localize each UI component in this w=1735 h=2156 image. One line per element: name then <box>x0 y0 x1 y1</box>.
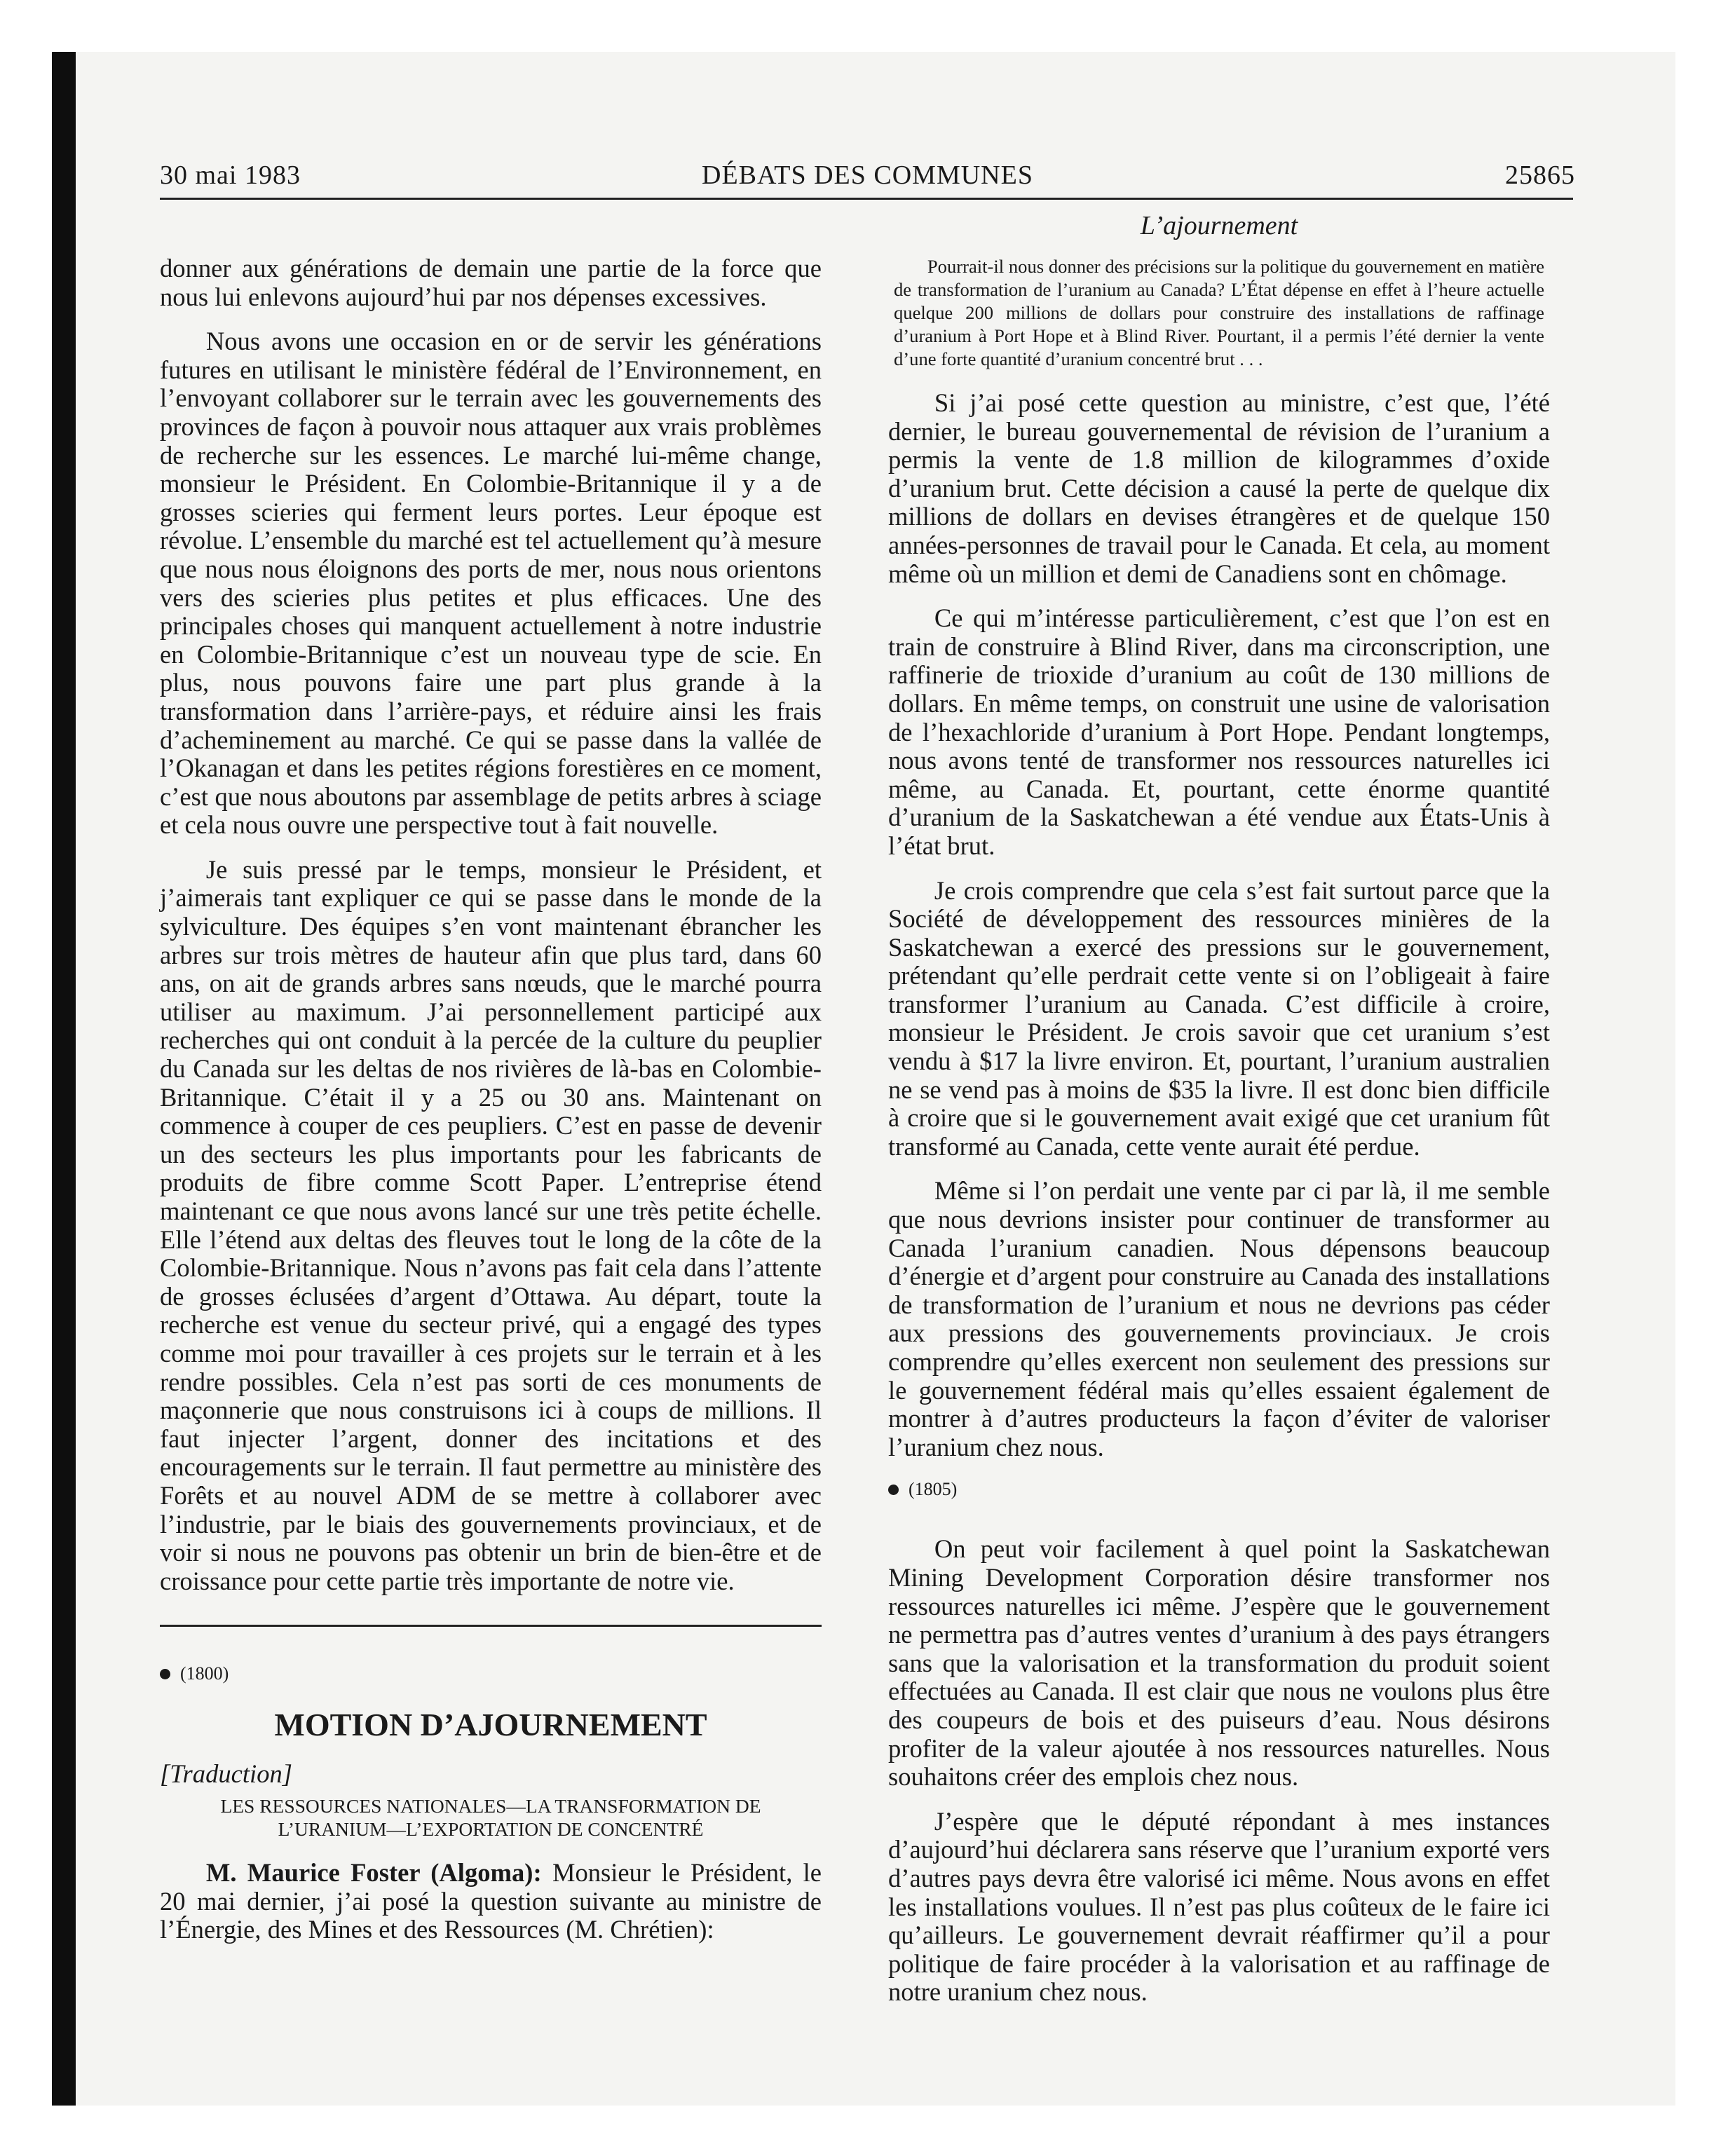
header-page-number: 25865 <box>1505 161 1575 190</box>
paragraph: donner aux générations de demain une partie de la force que nous lui enlevons aujourd’hui par nos dépenses excessives. <box>160 254 822 311</box>
speaker-paragraph <box>160 1859 822 1944</box>
motion-heading: MOTION D’AJOURNEMENT <box>274 1707 707 1743</box>
quoted-question: Pourrait-il nous donner des précisions sur la politique du gouvernement en matière de transformation de l’uranium au Canada? L’État dépense en effet à l’heure actuelle quelque 200 millions de dollars pour construire des installations de raffinage d’uranium à Port Hope et à Blind River. Pourtant, il a permis l’été dernier la vente d’une forte quantité d’uranium concentré brut . . . <box>894 256 1544 369</box>
paragraph: Je suis pressé par le temps, monsieur le Président, et j’aimerais tant expliquer ce qui se passe dans le monde de la sylviculture. Des équipes s’en vont maintenant ébrancher les arbres sur trois mètres de hauteur afin que plus tard, dans 60 ans, on ait de grands arbres sans nœuds, que le marché pourra utiliser au maximum. J’ai personnellement participé aux recherches qui ont conduit à la percée de la culture du peuplier du Canada sur les deltas de nos rivières de là-bas en Colombie-Britannique. C’était il y a 25 ou 30 ans. Maintenant on commence à couper de ces peupliers. C’est en passe de devenir un des secteurs les plus importants pour les fabricants de produits de fibre comme Scott Paper. L’entreprise étend maintenant ce que nous avons lancé sur une très petite échelle. Elle l’étend aux deltas des fleuves tout le long de la côte de la Colombie-Britannique. Nous n’avons pas fait cela dans l’attente de grosses éclusées d’argent d’Ottawa. Au départ, toute la recherche est venue du secteur privé, qui a engagé des types comme moi pour travailler à ces projets sur le terrain et à les rendre possibles. Cela n’est pas sorti de ces monuments de maçonnerie que nous construisons ici à coups de millions. Il faut injecter l’argent, donner des incitations et des encouragements sur le terrain. Il faut permettre au ministère des Forêts et au nouvel ADM de se mettre à collaborer avec l’industrie, par le biais des gouvernements provinciaux, et de voir si nous ne pouvons pas obtenir un brin de bien-être et de croissance pour cette partie très importante de notre vie. <box>160 854 822 1595</box>
column-heading: L’ajournement <box>1140 211 1298 240</box>
subject-line-2: L’URANIUM—L’EXPORTATION DE CONCENTRÉ <box>278 1817 704 1840</box>
subject-line <box>160 1794 822 1841</box>
header-title: DÉBATS DES COMMUNES <box>702 161 1033 190</box>
time-marker-text: (1805) <box>909 1479 958 1500</box>
paragraph: Nous avons une occasion en or de servir les générations futures en utilisant le ministère fédéral de l’Environnement, en l’envoyant collaborer sur le terrain avec les gouvernements des provinces de façon à pouvoir nous attaquer aux vrais problèmes de recherche sur les essences. Le marché lui-même change, monsieur le Président. En Colombie-Britannique il y a de grosses scieries qui ferment leurs portes. Leur époque est révolue. L’ensemble du marché est tel actuellement qu’à mesure que nous nous éloignons des ports de mer, nous nous orientons vers des scieries plus petites et plus efficaces. Une des principales choses qui manquent actuellement à notre industrie en Colombie-Britannique c’est un nouveau type de scie. En plus, nous pouvons faire une part plus grande à la transformation dans l’arrière-pays, et réduire ainsi les frais d’acheminement au marché. Ce qui se passe dans la vallée de l’Okanagan et dans les petites régions forestières en ce moment, c’est que nous aboutons par assemblage de petits arbres à sciage et cela nous ouvre une perspective tout à fait nouvelle. <box>160 327 822 840</box>
paragraph: On peut voir facilement à quel point la Saskatchewan Mining Development Corporation désire transformer nos ressources naturelles ici même. J’espère que le gouvernement ne permettra pas d’autres ventes d’uranium à des pays étrangers sans que la valorisation et la transformation du produit soient effectuées au Canada. Il est clair que nous ne voulons plus être des coupeurs de bois et des puiseurs d’eau. Nous désirons profiter de la valeur ajoutée à nos ressources naturelles. Nous souhaitons créer des emplois chez nous. <box>888 1534 1550 1792</box>
paragraph: Ce qui m’intéresse particulièrement, c’est que l’on est en train de construire à Blind River, dans ma circonscription, une raffinerie de trioxide d’uranium au coût de 130 millions de dollars. En même temps, on construit une usine de valorisation de l’hexachloride d’uranium à Port Hope. Pendant longtemps, nous avons tenté de transformer nos ressources naturelles ici même, au Canada. Et, pourtant, cette énorme quantité d’uranium de la Saskatchewan a été vendue aux États-Unis à l’état brut. <box>888 603 1550 860</box>
subject-line-1: LES RESSOURCES NATIONALES—LA TRANSFORMATION DE <box>220 1794 761 1817</box>
right-column <box>888 210 1550 2023</box>
paragraph: Je crois comprendre que cela s’est fait surtout parce que la Société de développement des ressources minières de la Saskatchewan a exercé des pressions sur le gouvernement, prétendant qu’elle perdrait cette vente si on l’obligeait à faire transformer l’uranium au Canada. C’est difficile à croire, monsieur le Président. Je crois savoir que cet uranium s’est vendu à $17 la livre environ. Et, pourtant, l’uranium australien ne se vend pas à moins de $35 la livre. Il est donc bien difficile à croire que si le gouvernement avait exigé que cet uranium fût transformé au Canada, cette vente aurait été perdue. <box>888 875 1550 1161</box>
left-column <box>160 210 822 1960</box>
speaker-text: Monsieur le Président, le 20 mai dernier, j’ai posé la question suivante au ministre de l’Énergie, des Mines et des Ressources (M. Chrétien): <box>160 1857 822 1944</box>
header-rule <box>160 198 1573 200</box>
paragraph: Si j’ai posé cette question au ministre, c’est que, l’été dernier, le bureau gouvernemental de révision de l’uranium a permis la vente de 1.8 million de kilogrammes d’oxide d’uranium brut. Cette décision a causé la perte de quelque dix millions de dollars en devises étrangères et de quelque 150 années-personnes de travail pour le Canada. Et cela, au moment même où un million et demi de Canadiens sont en chômage. <box>888 388 1550 588</box>
bullet-dot-icon <box>160 1669 170 1679</box>
time-marker-text: (1800) <box>180 1663 229 1684</box>
time-marker <box>888 1478 1550 1501</box>
speaker-name: M. Maurice Foster (Algoma): <box>205 1857 542 1887</box>
translation-tag: [Traduction] <box>160 1759 293 1789</box>
time-marker <box>160 1662 822 1686</box>
section-rule <box>160 1625 822 1627</box>
scan-edge <box>52 52 76 2106</box>
header-date: 30 mai 1983 <box>160 161 301 190</box>
paragraph: Même si l’on perdait une vente par ci par là, il me semble que nous devrions insister pour continuer de transformer au Canada l’uranium canadien. Nous dépensons beaucoup d’énergie et d’argent pour construire au Canada des installations de transformation de l’uranium et nous ne devrions pas céder aux pressions des gouvernements provinciaux. Je crois comprendre qu’elles exercent non seulement des pressions sur le gouvernement fédéral mais qu’elles essaient également de montrer à d’autres producteurs la façon d’éviter de valoriser l’uranium chez nous. <box>888 1176 1550 1461</box>
paragraph: J’espère que le député répondant à mes instances d’aujourd’hui déclarera sans réserve que l’uranium exporté vers d’autres pays devra être valorisé ici même. Nous avons en effet les installations voulues. Il n’est pas plus coûteux de le faire ici qu’ailleurs. Le gouvernement devrait réaffirmer qu’il a pour politique de faire procéder à la valorisation et au raffinage de notre uranium chez nous. <box>888 1806 1550 2007</box>
bullet-dot-icon <box>888 1485 899 1495</box>
